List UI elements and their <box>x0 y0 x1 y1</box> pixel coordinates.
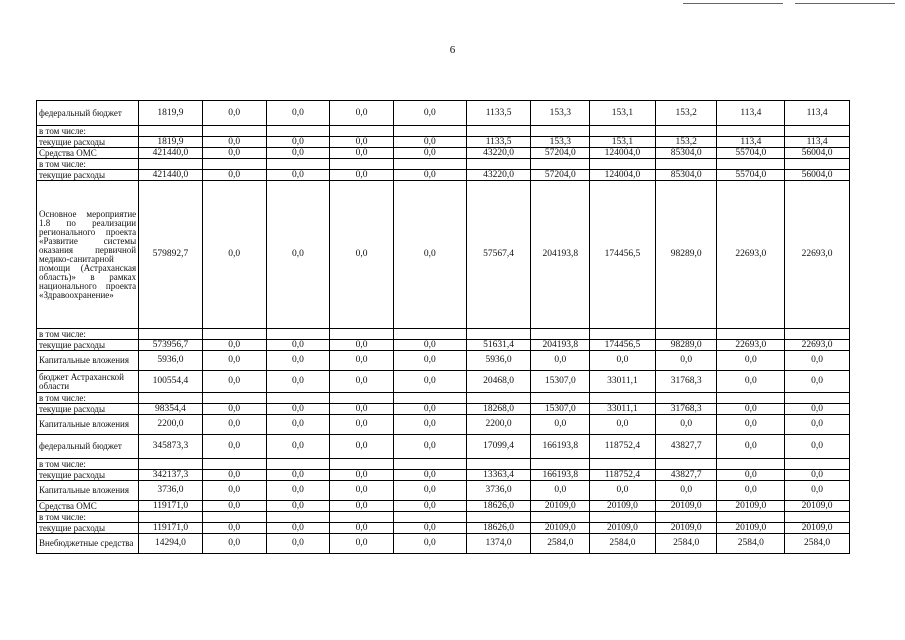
value-cell: 22693,0 <box>717 181 785 329</box>
row-label: в том числе: <box>37 393 139 404</box>
empty-cell <box>531 126 590 137</box>
value-cell: 0,0 <box>202 340 266 351</box>
value-cell: 2200,0 <box>466 415 531 435</box>
value-cell: 0,0 <box>330 415 394 435</box>
value-cell: 0,0 <box>330 101 394 126</box>
empty-cell <box>717 159 785 170</box>
value-cell: 1819,9 <box>139 101 203 126</box>
row-label: федеральный бюджет <box>37 435 139 459</box>
value-cell: 55704,0 <box>717 170 785 181</box>
value-cell: 22693,0 <box>717 340 785 351</box>
value-cell: 0,0 <box>785 435 850 459</box>
value-cell: 5936,0 <box>466 351 531 371</box>
value-cell: 0,0 <box>393 470 466 481</box>
value-cell: 98289,0 <box>655 340 717 351</box>
value-cell: 0,0 <box>202 501 266 512</box>
value-cell: 98354,4 <box>139 404 203 415</box>
value-cell: 33011,1 <box>590 371 656 393</box>
value-cell: 0,0 <box>330 404 394 415</box>
row-label: в том числе: <box>37 329 139 340</box>
empty-cell <box>590 393 656 404</box>
empty-cell <box>785 512 850 523</box>
value-cell: 0,0 <box>266 137 330 148</box>
empty-cell <box>202 126 266 137</box>
value-cell: 0,0 <box>266 170 330 181</box>
value-cell: 0,0 <box>202 481 266 501</box>
value-cell: 124004,0 <box>590 170 656 181</box>
empty-cell <box>202 393 266 404</box>
value-cell: 421440,0 <box>139 148 203 159</box>
value-cell: 0,0 <box>655 481 717 501</box>
value-cell: 153,2 <box>655 137 717 148</box>
value-cell: 0,0 <box>202 470 266 481</box>
value-cell: 57567,4 <box>466 181 531 329</box>
empty-cell <box>202 159 266 170</box>
value-cell: 0,0 <box>393 101 466 126</box>
value-cell: 153,3 <box>531 101 590 126</box>
table-row <box>37 148 850 159</box>
row-label: Средства ОМС <box>37 148 139 159</box>
value-cell: 1133,5 <box>466 101 531 126</box>
empty-cell <box>590 126 656 137</box>
empty-cell <box>717 512 785 523</box>
table-row <box>37 435 850 459</box>
row-label: Средства ОМС <box>37 501 139 512</box>
value-cell: 56004,0 <box>785 170 850 181</box>
value-cell: 0,0 <box>266 181 330 329</box>
empty-cell <box>139 393 203 404</box>
value-cell: 2584,0 <box>717 534 785 554</box>
empty-cell <box>717 459 785 470</box>
value-cell: 0,0 <box>330 481 394 501</box>
value-cell: 20468,0 <box>466 371 531 393</box>
value-cell: 0,0 <box>266 404 330 415</box>
empty-cell <box>590 459 656 470</box>
table-row <box>37 181 850 329</box>
value-cell: 20109,0 <box>785 523 850 534</box>
table-row <box>37 351 850 371</box>
value-cell: 20109,0 <box>655 523 717 534</box>
value-cell: 0,0 <box>393 481 466 501</box>
empty-cell <box>393 459 466 470</box>
value-cell: 57204,0 <box>531 170 590 181</box>
empty-cell <box>466 329 531 340</box>
value-cell: 0,0 <box>266 148 330 159</box>
value-cell: 18626,0 <box>466 523 531 534</box>
value-cell: 421440,0 <box>139 170 203 181</box>
value-cell: 0,0 <box>393 435 466 459</box>
value-cell: 98289,0 <box>655 181 717 329</box>
table-row <box>37 534 850 554</box>
value-cell: 15307,0 <box>531 371 590 393</box>
value-cell: 0,0 <box>531 481 590 501</box>
empty-cell <box>330 126 394 137</box>
value-cell: 113,4 <box>717 101 785 126</box>
empty-cell <box>139 512 203 523</box>
row-label: в том числе: <box>37 459 139 470</box>
empty-cell <box>785 159 850 170</box>
value-cell: 3736,0 <box>466 481 531 501</box>
empty-cell <box>139 459 203 470</box>
value-cell: 2584,0 <box>590 534 656 554</box>
empty-cell <box>266 126 330 137</box>
value-cell: 3736,0 <box>139 481 203 501</box>
empty-cell <box>466 393 531 404</box>
value-cell: 0,0 <box>393 340 466 351</box>
subheader-row <box>37 159 850 170</box>
table-row <box>37 523 850 534</box>
value-cell: 15307,0 <box>531 404 590 415</box>
value-cell: 85304,0 <box>655 170 717 181</box>
value-cell: 0,0 <box>393 501 466 512</box>
scan-edge-line <box>683 3 783 4</box>
value-cell: 153,1 <box>590 137 656 148</box>
value-cell: 0,0 <box>266 501 330 512</box>
value-cell: 153,2 <box>655 101 717 126</box>
value-cell: 166193,8 <box>531 435 590 459</box>
value-cell: 18626,0 <box>466 501 531 512</box>
value-cell: 0,0 <box>202 181 266 329</box>
value-cell: 13363,4 <box>466 470 531 481</box>
empty-cell <box>266 159 330 170</box>
table-row <box>37 415 850 435</box>
row-label: Капитальные вложения <box>37 481 139 501</box>
value-cell: 0,0 <box>393 137 466 148</box>
table-row <box>37 470 850 481</box>
value-cell: 0,0 <box>785 470 850 481</box>
page-number: 6 <box>449 44 456 56</box>
value-cell: 20109,0 <box>531 523 590 534</box>
empty-cell <box>717 329 785 340</box>
empty-cell <box>590 329 656 340</box>
value-cell: 20109,0 <box>655 501 717 512</box>
empty-cell <box>393 159 466 170</box>
value-cell: 0,0 <box>393 148 466 159</box>
value-cell: 174456,5 <box>590 181 656 329</box>
value-cell: 2200,0 <box>139 415 203 435</box>
row-label: текущие расходы <box>37 340 139 351</box>
value-cell: 0,0 <box>266 101 330 126</box>
value-cell: 5936,0 <box>139 351 203 371</box>
row-label: в том числе: <box>37 126 139 137</box>
empty-cell <box>266 329 330 340</box>
value-cell: 204193,8 <box>531 340 590 351</box>
value-cell: 0,0 <box>330 340 394 351</box>
empty-cell <box>330 159 394 170</box>
value-cell: 124004,0 <box>590 148 656 159</box>
value-cell: 0,0 <box>590 351 656 371</box>
empty-cell <box>785 459 850 470</box>
empty-cell <box>590 512 656 523</box>
value-cell: 0,0 <box>202 148 266 159</box>
value-cell: 153,1 <box>590 101 656 126</box>
value-cell: 0,0 <box>330 534 394 554</box>
subheader-row <box>37 126 850 137</box>
value-cell: 0,0 <box>590 481 656 501</box>
value-cell: 345873,3 <box>139 435 203 459</box>
row-label: текущие расходы <box>37 470 139 481</box>
row-label: Капитальные вложения <box>37 415 139 435</box>
empty-cell <box>393 512 466 523</box>
value-cell: 0,0 <box>785 481 850 501</box>
value-cell: 166193,8 <box>531 470 590 481</box>
value-cell: 0,0 <box>330 351 394 371</box>
empty-cell <box>466 159 531 170</box>
value-cell: 0,0 <box>202 435 266 459</box>
value-cell: 17099,4 <box>466 435 531 459</box>
value-cell: 0,0 <box>393 415 466 435</box>
value-cell: 33011,1 <box>590 404 656 415</box>
row-label: в том числе: <box>37 512 139 523</box>
row-label: текущие расходы <box>37 137 139 148</box>
empty-cell <box>139 159 203 170</box>
empty-cell <box>655 159 717 170</box>
empty-cell <box>266 512 330 523</box>
empty-cell <box>531 329 590 340</box>
value-cell: 0,0 <box>717 371 785 393</box>
value-cell: 0,0 <box>266 470 330 481</box>
value-cell: 0,0 <box>785 351 850 371</box>
subheader-row <box>37 329 850 340</box>
empty-cell <box>202 459 266 470</box>
empty-cell <box>531 393 590 404</box>
value-cell: 0,0 <box>202 404 266 415</box>
value-cell: 0,0 <box>393 351 466 371</box>
empty-cell <box>531 459 590 470</box>
empty-cell <box>531 159 590 170</box>
value-cell: 0,0 <box>393 181 466 329</box>
value-cell: 0,0 <box>785 371 850 393</box>
value-cell: 0,0 <box>202 415 266 435</box>
empty-cell <box>717 126 785 137</box>
empty-cell <box>466 126 531 137</box>
value-cell: 0,0 <box>655 415 717 435</box>
empty-cell <box>266 459 330 470</box>
empty-cell <box>590 159 656 170</box>
budget-table <box>36 100 850 554</box>
value-cell: 119171,0 <box>139 501 203 512</box>
subheader-row <box>37 459 850 470</box>
value-cell: 20109,0 <box>717 523 785 534</box>
value-cell: 0,0 <box>202 101 266 126</box>
empty-cell <box>785 126 850 137</box>
value-cell: 0,0 <box>202 371 266 393</box>
table-row <box>37 170 850 181</box>
value-cell: 0,0 <box>202 523 266 534</box>
value-cell: 0,0 <box>393 371 466 393</box>
empty-cell <box>466 512 531 523</box>
empty-cell <box>330 459 394 470</box>
empty-cell <box>202 512 266 523</box>
value-cell: 1133,5 <box>466 137 531 148</box>
table-row <box>37 501 850 512</box>
value-cell: 1374,0 <box>466 534 531 554</box>
value-cell: 153,3 <box>531 137 590 148</box>
value-cell: 2584,0 <box>531 534 590 554</box>
value-cell: 31768,3 <box>655 371 717 393</box>
value-cell: 0,0 <box>330 148 394 159</box>
value-cell: 0,0 <box>330 501 394 512</box>
value-cell: 20109,0 <box>717 501 785 512</box>
value-cell: 573956,7 <box>139 340 203 351</box>
value-cell: 18268,0 <box>466 404 531 415</box>
value-cell: 0,0 <box>266 340 330 351</box>
empty-cell <box>202 329 266 340</box>
empty-cell <box>393 393 466 404</box>
value-cell: 0,0 <box>785 404 850 415</box>
row-label: Капитальные вложения <box>37 351 139 371</box>
empty-cell <box>330 512 394 523</box>
empty-cell <box>139 126 203 137</box>
value-cell: 0,0 <box>531 351 590 371</box>
value-cell: 113,4 <box>717 137 785 148</box>
value-cell: 0,0 <box>330 470 394 481</box>
row-label: федеральный бюджет <box>37 101 139 126</box>
value-cell: 0,0 <box>266 481 330 501</box>
value-cell: 0,0 <box>393 534 466 554</box>
value-cell: 0,0 <box>717 404 785 415</box>
table-row <box>37 481 850 501</box>
value-cell: 0,0 <box>531 415 590 435</box>
value-cell: 0,0 <box>330 181 394 329</box>
empty-cell <box>655 459 717 470</box>
value-cell: 0,0 <box>330 137 394 148</box>
empty-cell <box>393 126 466 137</box>
empty-cell <box>717 393 785 404</box>
subheader-row <box>37 512 850 523</box>
value-cell: 43220,0 <box>466 170 531 181</box>
value-cell: 56004,0 <box>785 148 850 159</box>
value-cell: 113,4 <box>785 101 850 126</box>
value-cell: 51631,4 <box>466 340 531 351</box>
empty-cell <box>655 126 717 137</box>
row-label: бюджет Астраханской области <box>37 371 139 393</box>
table-row <box>37 137 850 148</box>
value-cell: 0,0 <box>393 404 466 415</box>
budget-table-body <box>37 101 850 554</box>
row-label: Основное мероприятие 1.8 по реализации регионального проекта «Развитие системы оказания первичной медико-санитарной помощи (Астраханская область)» в рамках национального проекта «Здравоохранение» <box>37 181 139 329</box>
empty-cell <box>785 393 850 404</box>
value-cell: 14294,0 <box>139 534 203 554</box>
value-cell: 0,0 <box>330 371 394 393</box>
value-cell: 43827,7 <box>655 470 717 481</box>
table-row <box>37 101 850 126</box>
value-cell: 0,0 <box>266 351 330 371</box>
value-cell: 0,0 <box>202 137 266 148</box>
empty-cell <box>266 393 330 404</box>
value-cell: 55704,0 <box>717 148 785 159</box>
empty-cell <box>393 329 466 340</box>
table-row <box>37 404 850 415</box>
value-cell: 0,0 <box>393 170 466 181</box>
value-cell: 204193,8 <box>531 181 590 329</box>
subheader-row <box>37 393 850 404</box>
value-cell: 342137,3 <box>139 470 203 481</box>
value-cell: 0,0 <box>330 170 394 181</box>
value-cell: 1819,9 <box>139 137 203 148</box>
row-label: текущие расходы <box>37 404 139 415</box>
row-label: Внебюджетные средства <box>37 534 139 554</box>
value-cell: 43827,7 <box>655 435 717 459</box>
row-label: в том числе: <box>37 159 139 170</box>
value-cell: 0,0 <box>266 415 330 435</box>
value-cell: 0,0 <box>717 470 785 481</box>
value-cell: 0,0 <box>202 351 266 371</box>
value-cell: 0,0 <box>393 523 466 534</box>
empty-cell <box>139 329 203 340</box>
value-cell: 85304,0 <box>655 148 717 159</box>
value-cell: 22693,0 <box>785 340 850 351</box>
value-cell: 0,0 <box>717 435 785 459</box>
value-cell: 43220,0 <box>466 148 531 159</box>
value-cell: 20109,0 <box>590 523 656 534</box>
value-cell: 100554,4 <box>139 371 203 393</box>
value-cell: 579892,7 <box>139 181 203 329</box>
value-cell: 119171,0 <box>139 523 203 534</box>
value-cell: 0,0 <box>266 435 330 459</box>
value-cell: 20109,0 <box>590 501 656 512</box>
value-cell: 0,0 <box>330 523 394 534</box>
value-cell: 20109,0 <box>531 501 590 512</box>
empty-cell <box>785 329 850 340</box>
value-cell: 22693,0 <box>785 181 850 329</box>
table-row <box>37 340 850 351</box>
empty-cell <box>655 393 717 404</box>
empty-cell <box>655 512 717 523</box>
value-cell: 0,0 <box>655 351 717 371</box>
value-cell: 174456,5 <box>590 340 656 351</box>
empty-cell <box>655 329 717 340</box>
value-cell: 31768,3 <box>655 404 717 415</box>
value-cell: 2584,0 <box>785 534 850 554</box>
value-cell: 0,0 <box>202 534 266 554</box>
empty-cell <box>330 393 394 404</box>
row-label: текущие расходы <box>37 170 139 181</box>
empty-cell <box>330 329 394 340</box>
value-cell: 0,0 <box>330 435 394 459</box>
value-cell: 118752,4 <box>590 435 656 459</box>
value-cell: 2584,0 <box>655 534 717 554</box>
value-cell: 57204,0 <box>531 148 590 159</box>
value-cell: 0,0 <box>717 351 785 371</box>
value-cell: 0,0 <box>266 523 330 534</box>
value-cell: 0,0 <box>717 415 785 435</box>
value-cell: 0,0 <box>266 371 330 393</box>
value-cell: 118752,4 <box>590 470 656 481</box>
value-cell: 0,0 <box>717 481 785 501</box>
value-cell: 0,0 <box>202 170 266 181</box>
value-cell: 113,4 <box>785 137 850 148</box>
value-cell: 0,0 <box>785 415 850 435</box>
value-cell: 20109,0 <box>785 501 850 512</box>
row-label: текущие расходы <box>37 523 139 534</box>
scan-edge-line <box>795 3 895 4</box>
value-cell: 0,0 <box>590 415 656 435</box>
table-row <box>37 371 850 393</box>
value-cell: 0,0 <box>266 534 330 554</box>
empty-cell <box>531 512 590 523</box>
empty-cell <box>466 459 531 470</box>
